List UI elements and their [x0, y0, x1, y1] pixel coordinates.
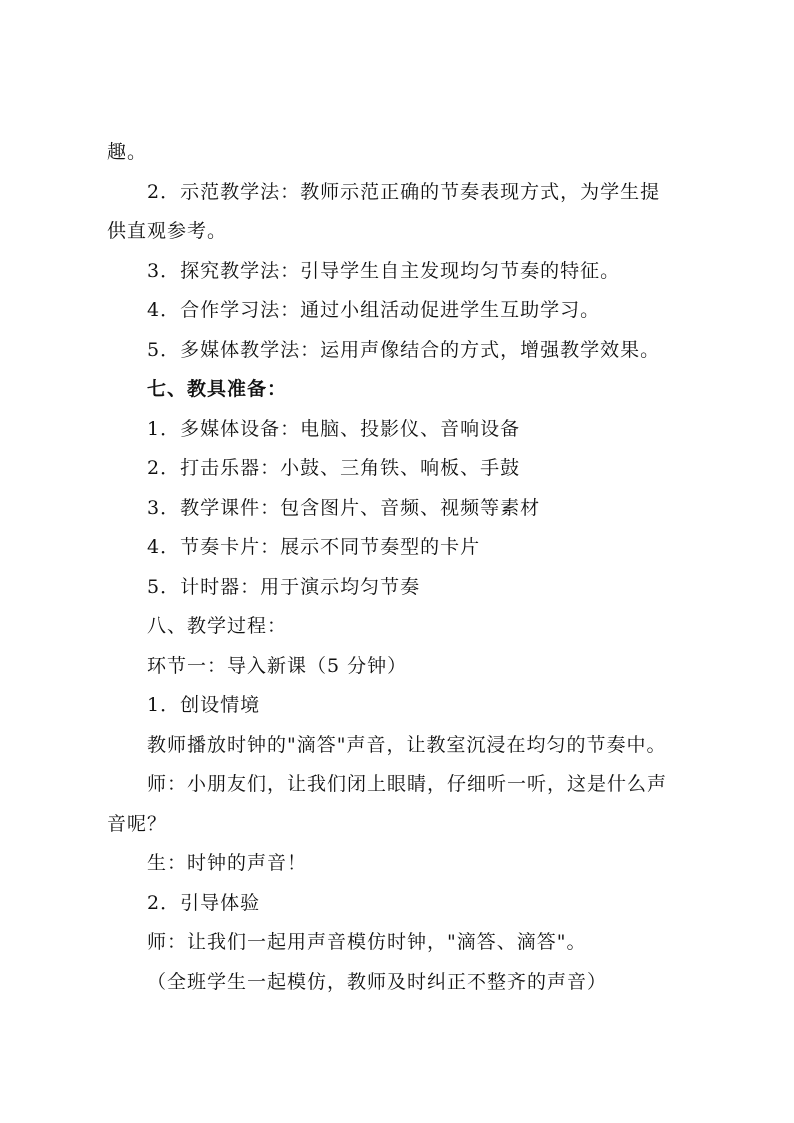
text-line: 音呢？: [107, 813, 168, 835]
text-line: 4．节奏卡片：展示不同节奏型的卡片: [147, 536, 481, 558]
text-line: 环节一：导入新课（5 分钟）: [147, 655, 408, 677]
section-heading: 七、教具准备：: [147, 378, 288, 400]
text-line: 2．示范教学法：教师示范正确的节奏表现方式，为学生提: [147, 181, 661, 203]
text-line: 5．多媒体教学法：运用声像结合的方式，增强教学效果。: [147, 339, 661, 361]
text-line: 师：让我们一起用声音模仿时钟，"滴答、滴答"。: [147, 931, 587, 953]
text-line: 3．教学课件：包含图片、音频、视频等素材: [147, 497, 541, 519]
text-line: 4．合作学习法：通过小组活动促进学生互助学习。: [147, 299, 601, 321]
text-line: 2．打击乐器：小鼓、三角铁、响板、手鼓: [147, 457, 521, 479]
text-line: 供直观参考。: [107, 220, 228, 242]
text-line: 生：时钟的声音！: [147, 852, 308, 874]
text-line: 5．计时器：用于演示均匀节奏: [147, 576, 421, 598]
text-line: （全班学生一起模仿，教师及时纠正不整齐的声音）: [147, 971, 608, 993]
text-line: 趣。: [107, 141, 148, 163]
text-line: 1．创设情境: [147, 694, 261, 716]
text-line: 2．引导体验: [147, 892, 261, 914]
text-line: 1．多媒体设备：电脑、投影仪、音响设备: [147, 418, 521, 440]
text-line: 师：小朋友们，让我们闭上眼睛，仔细听一听，这是什么声: [147, 773, 668, 795]
text-line: 3．探究教学法：引导学生自主发现均匀节奏的特征。: [147, 260, 621, 282]
text-line: 教师播放时钟的"滴答"声音，让教室沉浸在均匀的节奏中。: [147, 734, 667, 756]
section-heading: 八、教学过程：: [147, 615, 288, 637]
